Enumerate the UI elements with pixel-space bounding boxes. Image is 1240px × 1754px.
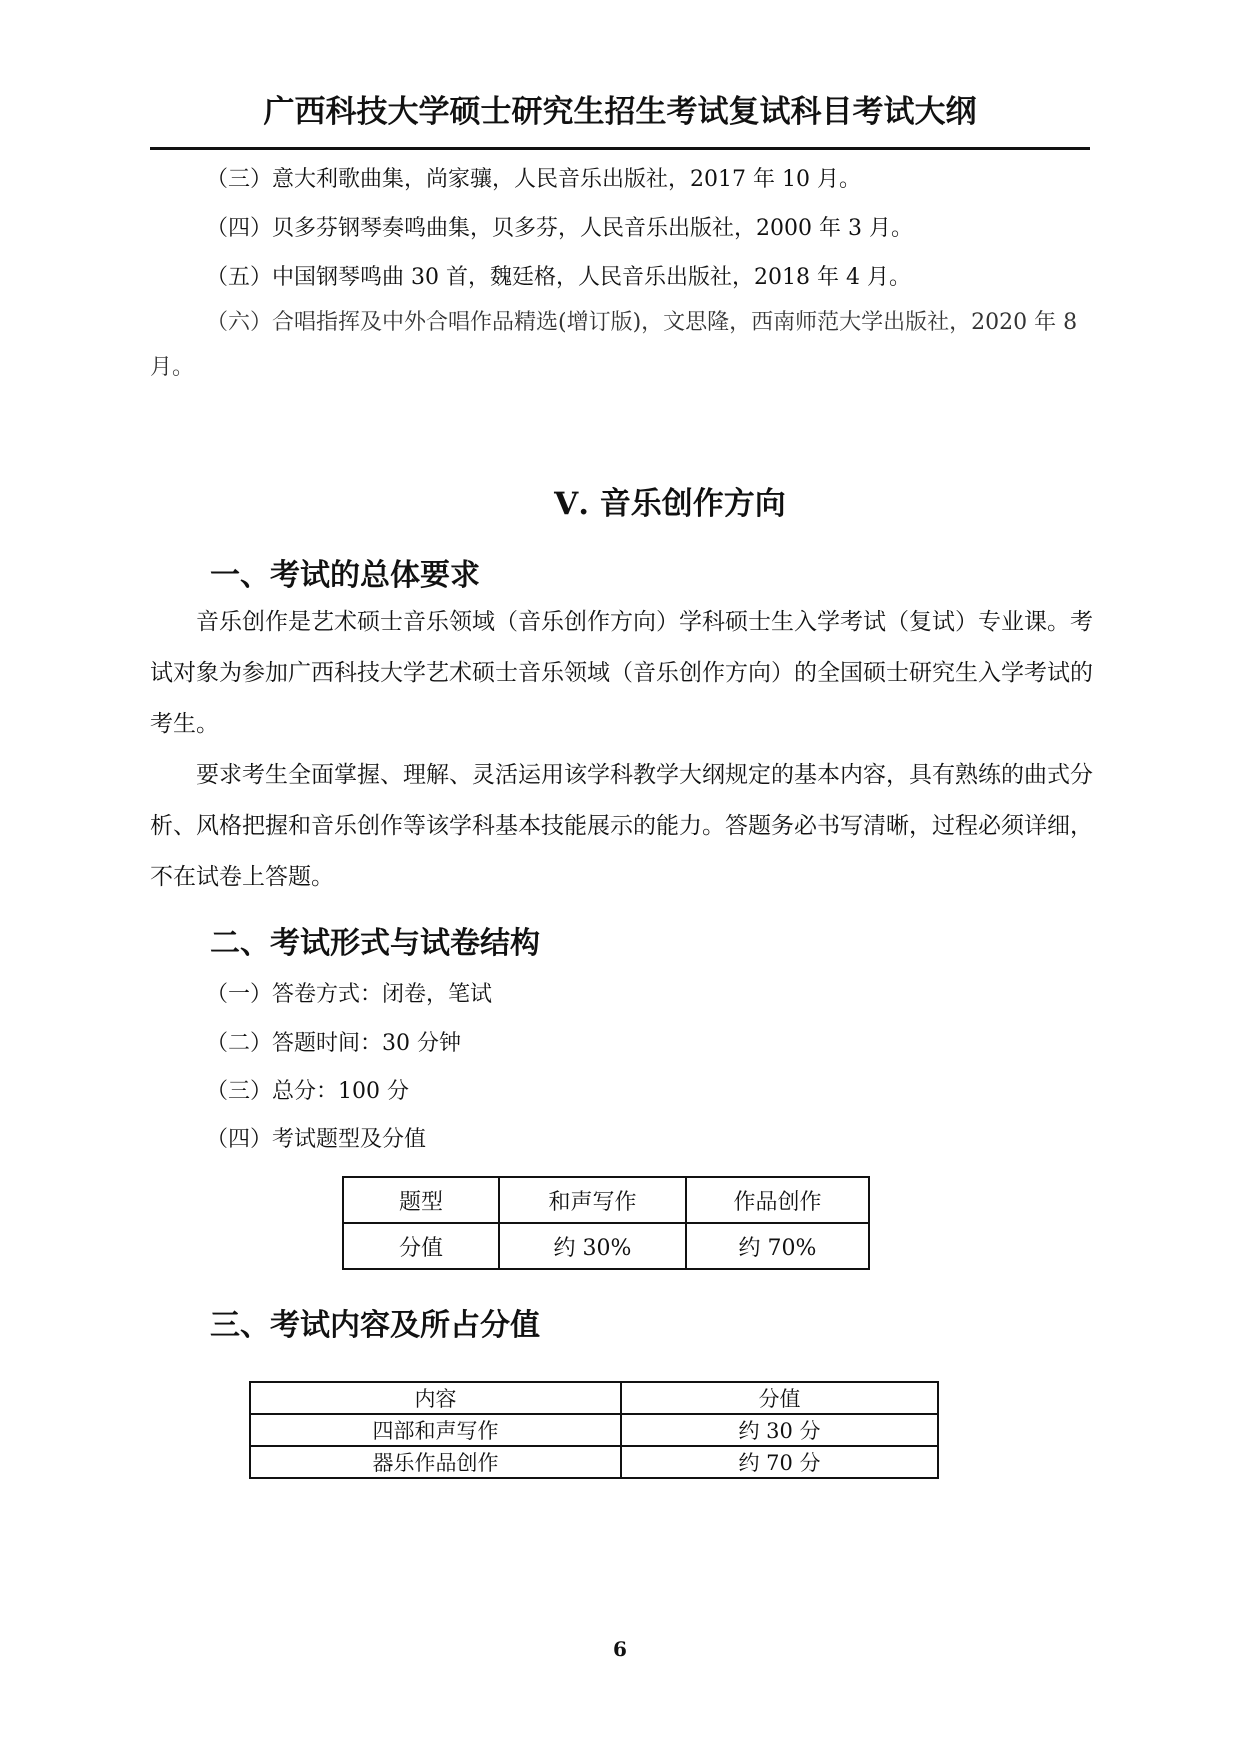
- exam-format-item: （三）总分：100 分: [206, 1079, 409, 1104]
- reference-item: （四）贝多芬钢琴奏鸣曲集，贝多芬，人民音乐出版社，2000 年 3 月。: [206, 216, 913, 241]
- table-row: [343, 1223, 869, 1269]
- table-cell: 和声写作: [499, 1177, 686, 1223]
- table-row: [250, 1414, 938, 1446]
- table-cell: 约 30%: [499, 1223, 686, 1269]
- table-cell: 作品创作: [686, 1177, 869, 1223]
- table-cell: 分值: [621, 1382, 938, 1414]
- exam-format-item: （一）答卷方式：闭卷，笔试: [206, 982, 493, 1007]
- page-number: 6: [613, 1637, 627, 1661]
- table-row: [250, 1446, 938, 1478]
- part1-heading: 一、考试的总体要求: [210, 558, 480, 593]
- part1-paragraph: 音乐创作是艺术硕士音乐领域（音乐创作方向）学科硕士生入学考试（复试）专业课。考试对象为参加广西科技大学艺术硕士音乐领域（音乐创作方向）的全国硕士研究生入学考试的考生。: [150, 609, 1093, 737]
- table-cell: 四部和声写作: [250, 1414, 621, 1446]
- page-header-title: 广西科技大学硕士研究生招生考试复试科目考试大纲: [263, 94, 977, 130]
- header-divider: [150, 147, 1090, 150]
- table-cell: 题型: [343, 1177, 499, 1223]
- part2-heading: 二、考试形式与试卷结构: [210, 926, 540, 961]
- table-cell: 分值: [343, 1223, 499, 1269]
- question-type-table: [342, 1176, 870, 1270]
- content-score-table: [249, 1381, 939, 1479]
- table-cell: 约 70 分: [621, 1446, 938, 1478]
- table-row: [250, 1382, 938, 1414]
- table-row: [343, 1177, 869, 1223]
- table-cell: 器乐作品创作: [250, 1446, 621, 1478]
- reference-item: （五）中国钢琴鸣曲 30 首，魏廷格，人民音乐出版社，2018 年 4 月。: [206, 265, 911, 290]
- part1-paragraph: 要求考生全面掌握、理解、灵活运用该学科教学大纲规定的基本内容，具有熟练的曲式分析、风格把握和音乐创作等该学科基本技能展示的能力。答题务必书写清晰，过程必须详细，不在试卷上答题。: [150, 762, 1093, 890]
- reference-item: （三）意大利歌曲集，尚家骧，人民音乐出版社，2017 年 10 月。: [206, 167, 861, 192]
- table-cell: 内容: [250, 1382, 621, 1414]
- part3-heading: 三、考试内容及所占分值: [210, 1308, 540, 1343]
- exam-format-item: （四）考试题型及分值: [206, 1127, 427, 1152]
- reference-item: （六）合唱指挥及中外合唱作品精选(增订版)，文思隆，西南师范大学出版社，2020 年 8 月。: [150, 310, 1078, 380]
- section-title: Ⅴ. 音乐创作方向: [554, 486, 786, 522]
- exam-format-item: （二）答题时间：30 分钟: [206, 1031, 461, 1056]
- table-cell: 约 70%: [686, 1223, 869, 1269]
- table-cell: 约 30 分: [621, 1414, 938, 1446]
